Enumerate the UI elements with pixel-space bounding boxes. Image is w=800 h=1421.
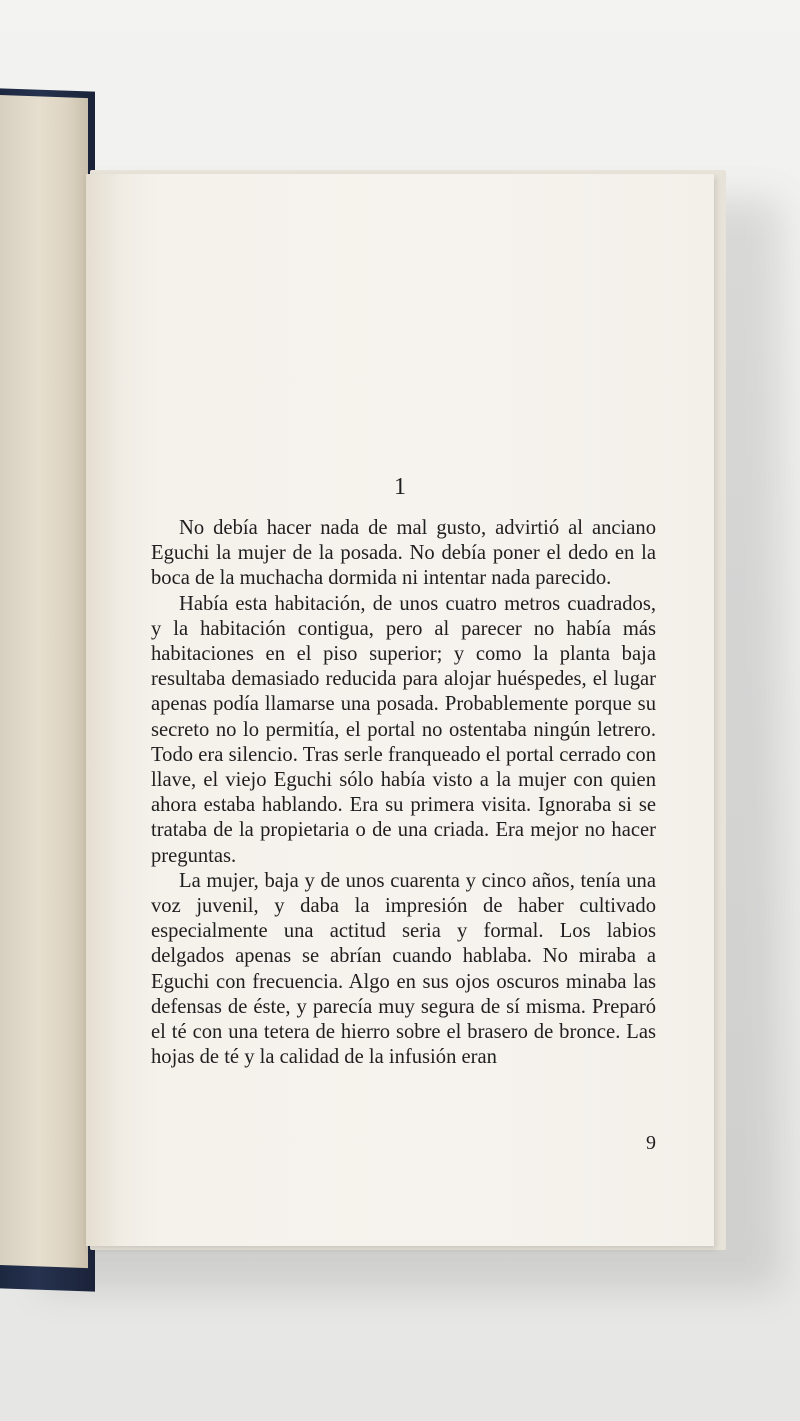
page-number: 9 [646, 1132, 656, 1154]
paragraph-2: Había esta habitación, de unos cuatro metros cuadrados, y la habitación contigua, pero al parecer no había más habitaciones en el piso superior; y como la planta baja resultaba demasiado reducida para alojar huéspedes, el lugar apenas podía llamarse una posada. Probablemente porque su secreto no lo permitía, el portal no ostentaba ningún letrero. Todo era silencio. Tras serle franqueado el portal cerrado con llave, el viejo Eguchi sólo había visto a la mujer con quien ahora estaba hablando. Era su primera visita. Ignoraba si se trataba de la propietaria o de una criada. Era mejor no hacer preguntas. [151, 592, 656, 867]
chapter-number: 1 [394, 474, 406, 500]
left-page [0, 95, 88, 1268]
paragraph-3: La mujer, baja y de unos cuarenta y cinco años, tenía una voz juvenil, y daba la impresión de haber cultivado especialmente una actitud seria y formal. Los labios delgados apenas se abrían cuando hablaba. No miraba a Eguchi con frecuencia. Algo en sus ojos oscuros minaba las defensas de éste, y parecía muy segura de sí misma. Preparó el té con una tetera de hierro sobre el brasero de bronce. Las hojas de té y la calidad de la infusión eran [151, 869, 656, 1069]
right-page [86, 174, 714, 1246]
paragraph-1: No debía hacer nada de mal gusto, advirtió al anciano Eguchi la mujer de la posada. No debía poner el dedo en la boca de la muchacha dormida ni intentar nada parecido. [151, 517, 656, 590]
body-text [151, 516, 656, 1070]
